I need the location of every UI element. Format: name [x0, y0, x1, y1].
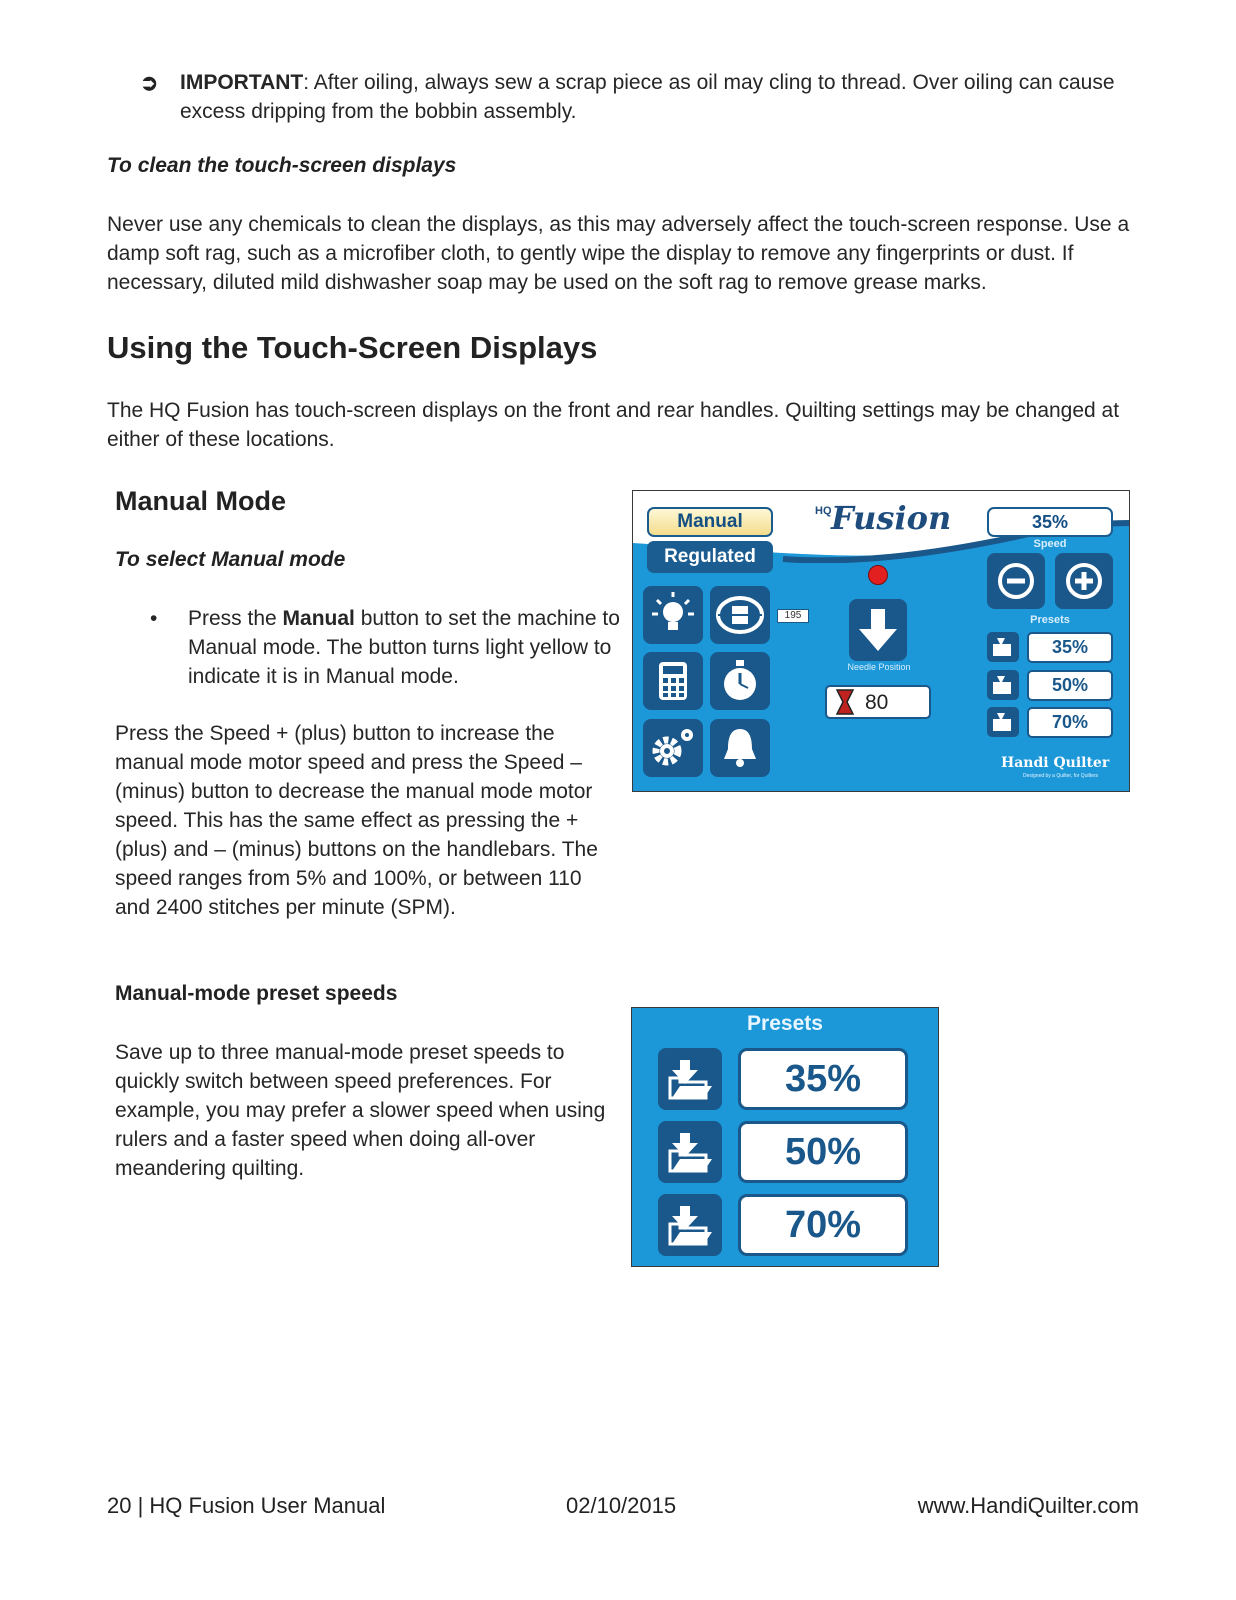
manual-bullet-text	[188, 604, 628, 691]
stitch-count-value: 80	[865, 691, 889, 714]
manual-mode-button[interactable]: Manual	[647, 507, 773, 537]
preset-2-value[interactable]: 50%	[738, 1121, 908, 1183]
stopwatch-icon	[710, 652, 770, 710]
logo-fusion: Fusion	[831, 499, 952, 537]
preset-heading: Manual-mode preset speeds	[115, 982, 398, 1005]
bobbin-button[interactable]	[710, 586, 770, 644]
save-folder-icon	[987, 707, 1019, 737]
manual-mode-title: Manual Mode	[115, 486, 287, 516]
presets-caption: Presets	[1030, 614, 1070, 626]
preset-2-save-button[interactable]	[987, 670, 1019, 700]
presets-panel	[631, 1007, 939, 1267]
bullet-bold: Manual	[282, 607, 355, 630]
preset-3-save-button[interactable]	[987, 707, 1019, 737]
preset-1-save-button[interactable]	[658, 1048, 722, 1110]
handi-quilter-logo: Handi Quilter	[1001, 755, 1110, 771]
preset-3-value[interactable]: 70%	[1027, 707, 1113, 738]
footer-url[interactable]: www.HandiQuilter.com	[917, 1493, 1139, 1518]
light-button[interactable]	[643, 586, 703, 644]
important-body: : After oiling, always sew a scrap piece as oil may cling to thread. Over oiling can cause excess dripping from the bobbin assembly.	[180, 71, 1115, 123]
minus-circle-icon	[987, 553, 1045, 609]
stitch-counter	[825, 685, 931, 719]
speed-display: 35%	[987, 507, 1113, 537]
regulated-mode-button[interactable]: Regulated	[647, 541, 773, 573]
bullet-post: button to set the machine to Manual mode. The button turns light yellow to indicate it is in Manual mode.	[188, 607, 620, 688]
preset-1-save-button[interactable]	[987, 632, 1019, 662]
timer-button[interactable]	[710, 652, 770, 710]
save-folder-icon	[658, 1194, 722, 1256]
clean-heading: To clean the touch-screen displays	[107, 154, 457, 177]
preset-1-value[interactable]: 35%	[738, 1048, 908, 1110]
preset-2-value[interactable]: 50%	[1027, 670, 1113, 701]
status-indicator	[868, 565, 888, 585]
bullet-dot: •	[150, 607, 158, 630]
calculator-icon	[643, 652, 703, 710]
gear-icon	[643, 719, 703, 777]
bobbin-count-label: 195	[777, 609, 809, 623]
speed-caption: Speed	[1033, 538, 1067, 550]
arrow-down-icon	[849, 599, 907, 661]
preset-1-value[interactable]: 35%	[1027, 632, 1113, 663]
preset-paragraph: Save up to three manual-mode preset speeds to quickly switch between speed preferences. For example, you may prefer a slower speed when using rulers and a faster speed when doing all-over meandering quilting.	[115, 1041, 606, 1180]
important-text	[180, 68, 1160, 126]
clean-paragraph: Never use any chemicals to clean the displays, as this may adversely affect the touch-screen response. Use a damp soft rag, such as a microfiber cloth, to gently wipe the display to remove any fingerprints or dust. If necessary, diluted mild dishwasher soap may be used on the soft rag to remove grease marks.	[107, 213, 1130, 294]
preset-3-value[interactable]: 70%	[738, 1194, 908, 1256]
needle-position-button[interactable]	[849, 599, 907, 661]
save-folder-icon	[658, 1121, 722, 1183]
bobbin-icon	[710, 586, 770, 644]
settings-button[interactable]	[643, 719, 703, 777]
section-title: Using the Touch-Screen Displays	[107, 330, 598, 365]
touch-screen-display	[632, 490, 1130, 792]
plus-circle-icon	[1055, 553, 1113, 609]
bullet-pre: Press the	[188, 607, 283, 630]
speed-minus-button[interactable]	[987, 553, 1045, 609]
presets-title: Presets	[747, 1012, 823, 1035]
save-folder-icon	[658, 1048, 722, 1110]
preset-3-save-button[interactable]	[658, 1194, 722, 1256]
important-label: IMPORTANT	[180, 71, 304, 94]
footer-page-title: 20 | HQ Fusion User Manual	[107, 1493, 386, 1518]
footer-date: 02/10/2015	[566, 1493, 677, 1518]
speed-plus-button[interactable]	[1055, 553, 1113, 609]
needle-position-caption: Needle Position	[847, 662, 911, 672]
save-folder-icon	[987, 632, 1019, 662]
save-folder-icon	[987, 670, 1019, 700]
alarm-button[interactable]	[710, 719, 770, 777]
section-intro: The HQ Fusion has touch-screen displays on the front and rear handles. Quilting settings may be changed at either of these locations.	[107, 399, 1120, 451]
bell-icon	[710, 719, 770, 777]
logo-hq: HQ	[815, 505, 832, 517]
calculator-button[interactable]	[643, 652, 703, 710]
preset-2-save-button[interactable]	[658, 1121, 722, 1183]
thread-spool-icon	[831, 687, 861, 717]
arrow-bullet-icon: ➲	[140, 70, 159, 95]
select-manual-heading: To select Manual mode	[115, 548, 346, 571]
speed-paragraph: Press the Speed + (plus) button to increase the manual mode motor speed and press the Speed – (minus) button to decrease the manual mode motor speed. This has the same effect as pressing the + (plus) and – (minus) buttons on the handlebars. The speed ranges from 5% and 100%, or between 110 and 2400 stitches per minute (SPM).	[115, 722, 598, 919]
brand-tagline: Designed by a Quilter, for Quilters	[1023, 773, 1099, 779]
lightbulb-icon	[643, 586, 703, 644]
